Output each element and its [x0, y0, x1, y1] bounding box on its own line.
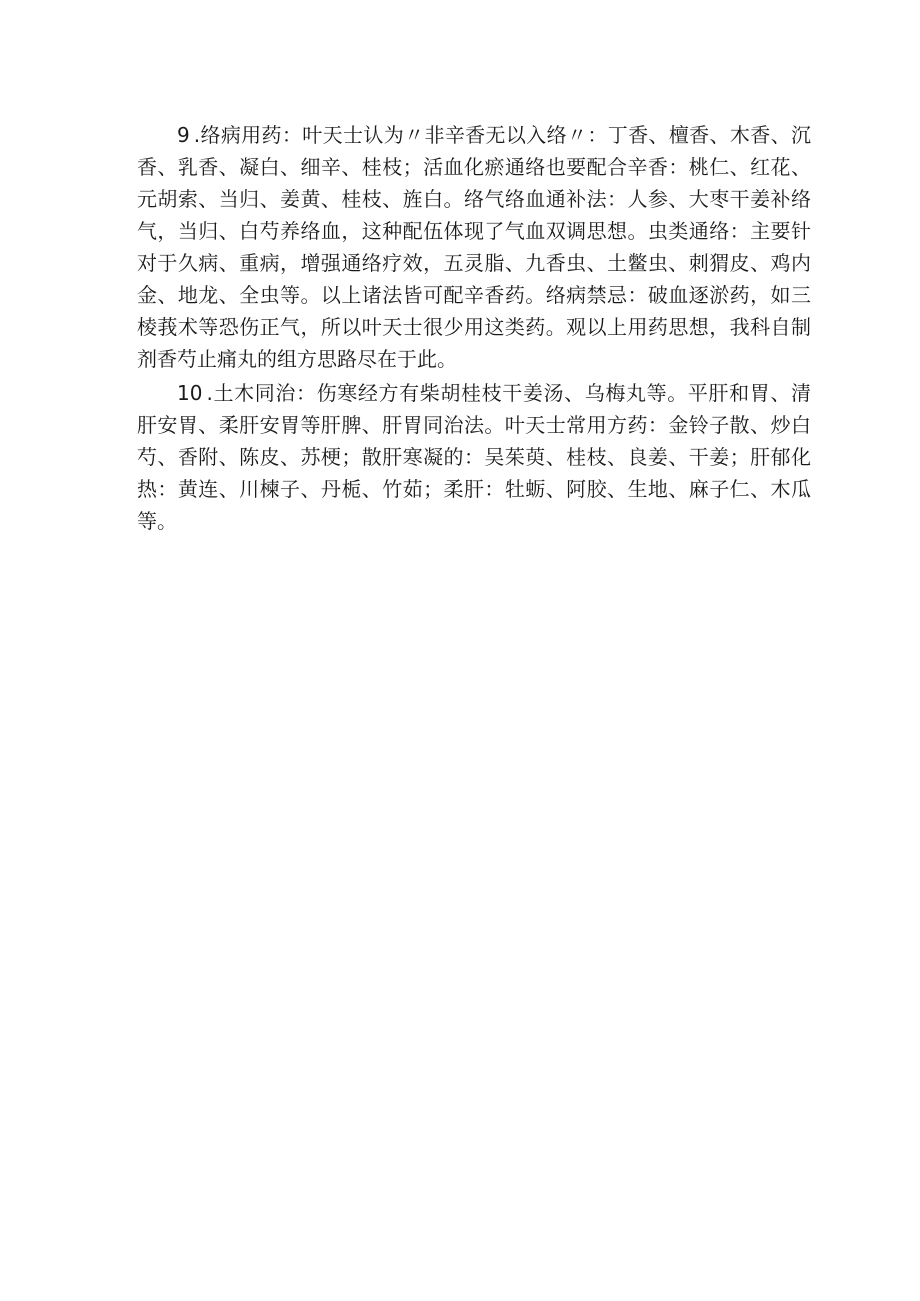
paragraph-text: .络病用药：叶天士认为〃非辛香无以入络〃：丁香、檀香、木香、沉香、乳香、凝白、细辛、桂枝；活血化瘀通络也要配合辛香：桃仁、红花、元胡索、当归、姜黄、桂枝、旌白。络气络血通补法：人参、大枣干姜补络气，当归、白芍养络血，这种配伍体现了气血双调思想。虫类通络：主要针对于久病、重病，增强通络疗效，五灵脂、九香虫、土鳖虫、刺猬皮、鸡内金、地龙、全虫等。以上诸法皆可配辛香药。络病禁忌：破血逐淤药，如三棱莪术等恐伤正气，所以叶天士很少用这类药。观以上用药思想，我科自制剂香芍止痛丸的组方思路尽在于此。 [137, 123, 811, 371]
paragraph-text: .土木同治：伤寒经方有柴胡桂枝干姜汤、乌梅丸等。平肝和胃、清肝安胃、柔肝安胃等肝脾、肝胃同治法。叶天士常用方药：金铃子散、炒白芍、香附、陈皮、苏梗；散肝寒凝的：吴茱萸、桂枝、良姜、干姜；肝郁化热：黄连、川楝子、丹栀、竹茹；柔肝：牡蛎、阿胶、生地、麻子仁、木瓜等。 [137, 381, 811, 533]
paragraph-10 [137, 377, 811, 537]
paragraph-number: 9 [177, 123, 190, 147]
paragraph-9 [137, 119, 811, 375]
paragraph-number: 10 [177, 381, 203, 405]
document-body [137, 119, 811, 537]
